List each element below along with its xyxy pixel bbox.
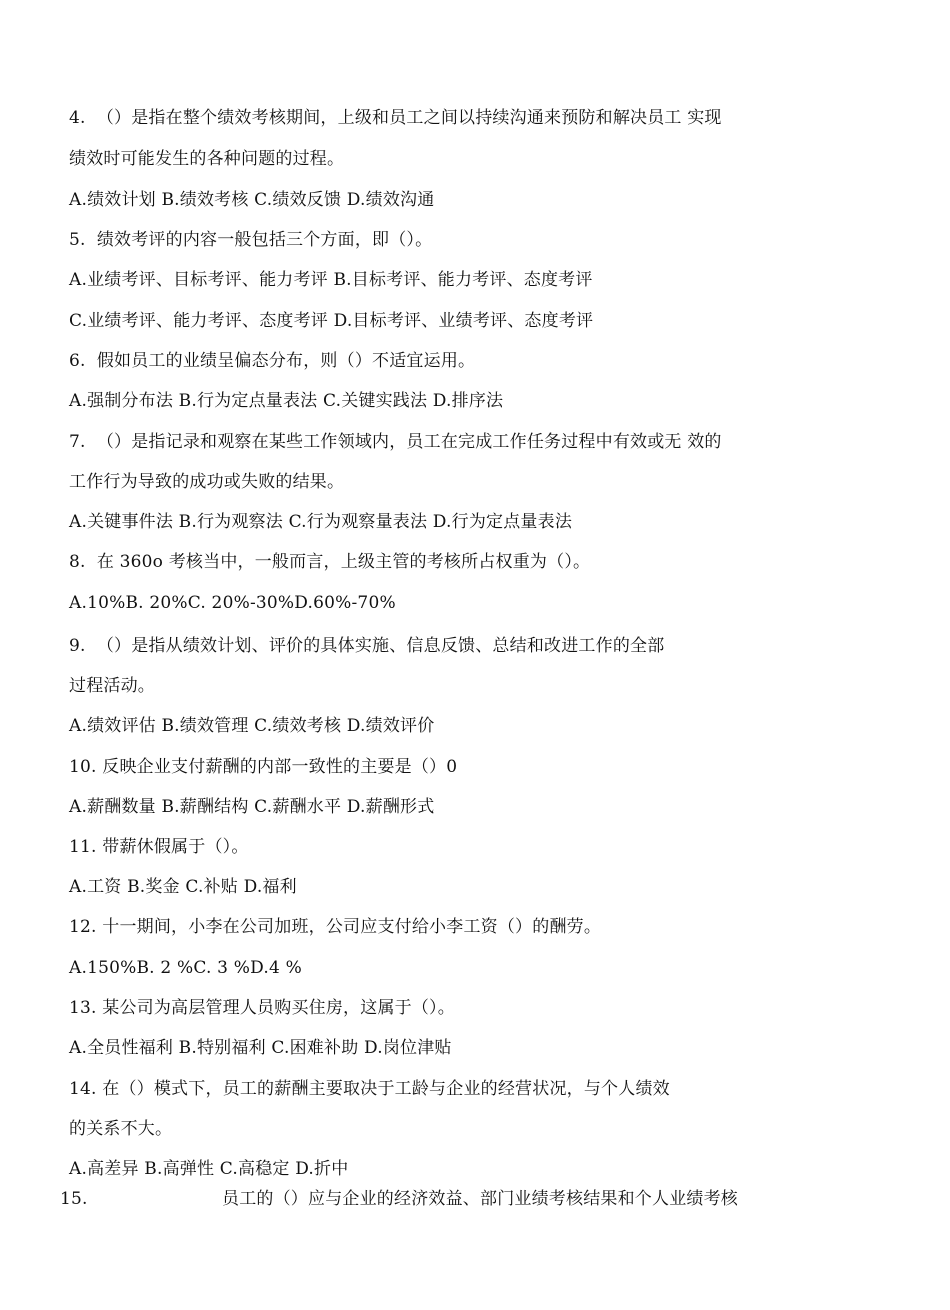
q9-stem-line1: 9. （）是指从绩效计划、评价的具体实施、信息反馈、总结和改进工作的全部 (69, 636, 665, 656)
q11-options: A.工资 B.奖金 C.补贴 D.福利 (69, 877, 297, 897)
q8-stem: 8. 在 360o 考核当中，一般而言，上级主管的考核所占权重为（）。 (69, 552, 591, 572)
q9-options: A.绩效评估 B.绩效管理 C.绩效考核 D.绩效评价 (69, 716, 435, 736)
q4-options: A.绩效计划 B.绩效考核 C.绩效反馈 D.绩效沟通 (69, 190, 435, 210)
q10-options: A.薪酬数量 B.薪酬结构 C.薪酬水平 D.薪酬形式 (69, 797, 435, 817)
q12-options: A.150%B. 2 %C. 3 %D.4 % (69, 958, 302, 978)
q10-stem: 10. 反映企业支付薪酬的内部一致性的主要是（）0 (69, 757, 458, 777)
q4-stem-line2: 绩效时可能发生的各种问题的过程。 (69, 149, 345, 169)
q9-stem-line2: 过程活动。 (69, 676, 155, 696)
q11-stem: 11. 带薪休假属于（）。 (69, 837, 249, 857)
q14-stem-line2: 的关系不大。 (69, 1119, 173, 1139)
q14-stem-line1: 14. 在（）模式下，员工的薪酬主要取决于工龄与企业的经营状况，与个人绩效 (69, 1079, 670, 1099)
q13-options: A.全员性福利 B.特别福利 C.困难补助 D.岗位津贴 (69, 1038, 452, 1058)
q5-options-line2: C.业绩考评、能力考评、态度考评 D.目标考评、业绩考评、态度考评 (69, 311, 594, 331)
q14-options: A.高差异 B.高弹性 C.高稳定 D.折中 (69, 1159, 349, 1179)
q15-number: 15. (60, 1189, 88, 1209)
q6-stem: 6. 假如员工的业绩呈偏态分布，则（）不适宜运用。 (69, 351, 476, 371)
q4-stem-line1: 4. （）是指在整个绩效考核期间，上级和员工之间以持续沟通来预防和解决员工 实现 (69, 108, 722, 128)
q7-stem-line2: 工作行为导致的成功或失败的结果。 (69, 472, 345, 492)
q12-stem: 12. 十一期间，小李在公司加班，公司应支付给小李工资（）的酬劳。 (69, 917, 602, 937)
q6-options: A.强制分布法 B.行为定点量表法 C.关键实践法 D.排序法 (69, 391, 504, 411)
q13-stem: 13. 某公司为高层管理人员购买住房，这属于（）。 (69, 998, 455, 1018)
q7-stem-line1: 7. （）是指记录和观察在某些工作领域内，员工在完成工作任务过程中有效或无 效的 (69, 432, 722, 452)
q8-options: A.10%B. 20%C. 20%-30%D.60%-70% (69, 593, 396, 613)
q5-stem: 5. 绩效考评的内容一般包括三个方面，即（）。 (69, 230, 433, 250)
q7-options: A.关键事件法 B.行为观察法 C.行为观察量表法 D.行为定点量表法 (69, 512, 573, 532)
q5-options-line1: A.业绩考评、目标考评、能力考评 B.目标考评、能力考评、态度考评 (69, 270, 593, 290)
q15-stem: 员工的（）应与企业的经济效益、部门业绩考核结果和个人业绩考核 (222, 1189, 738, 1209)
